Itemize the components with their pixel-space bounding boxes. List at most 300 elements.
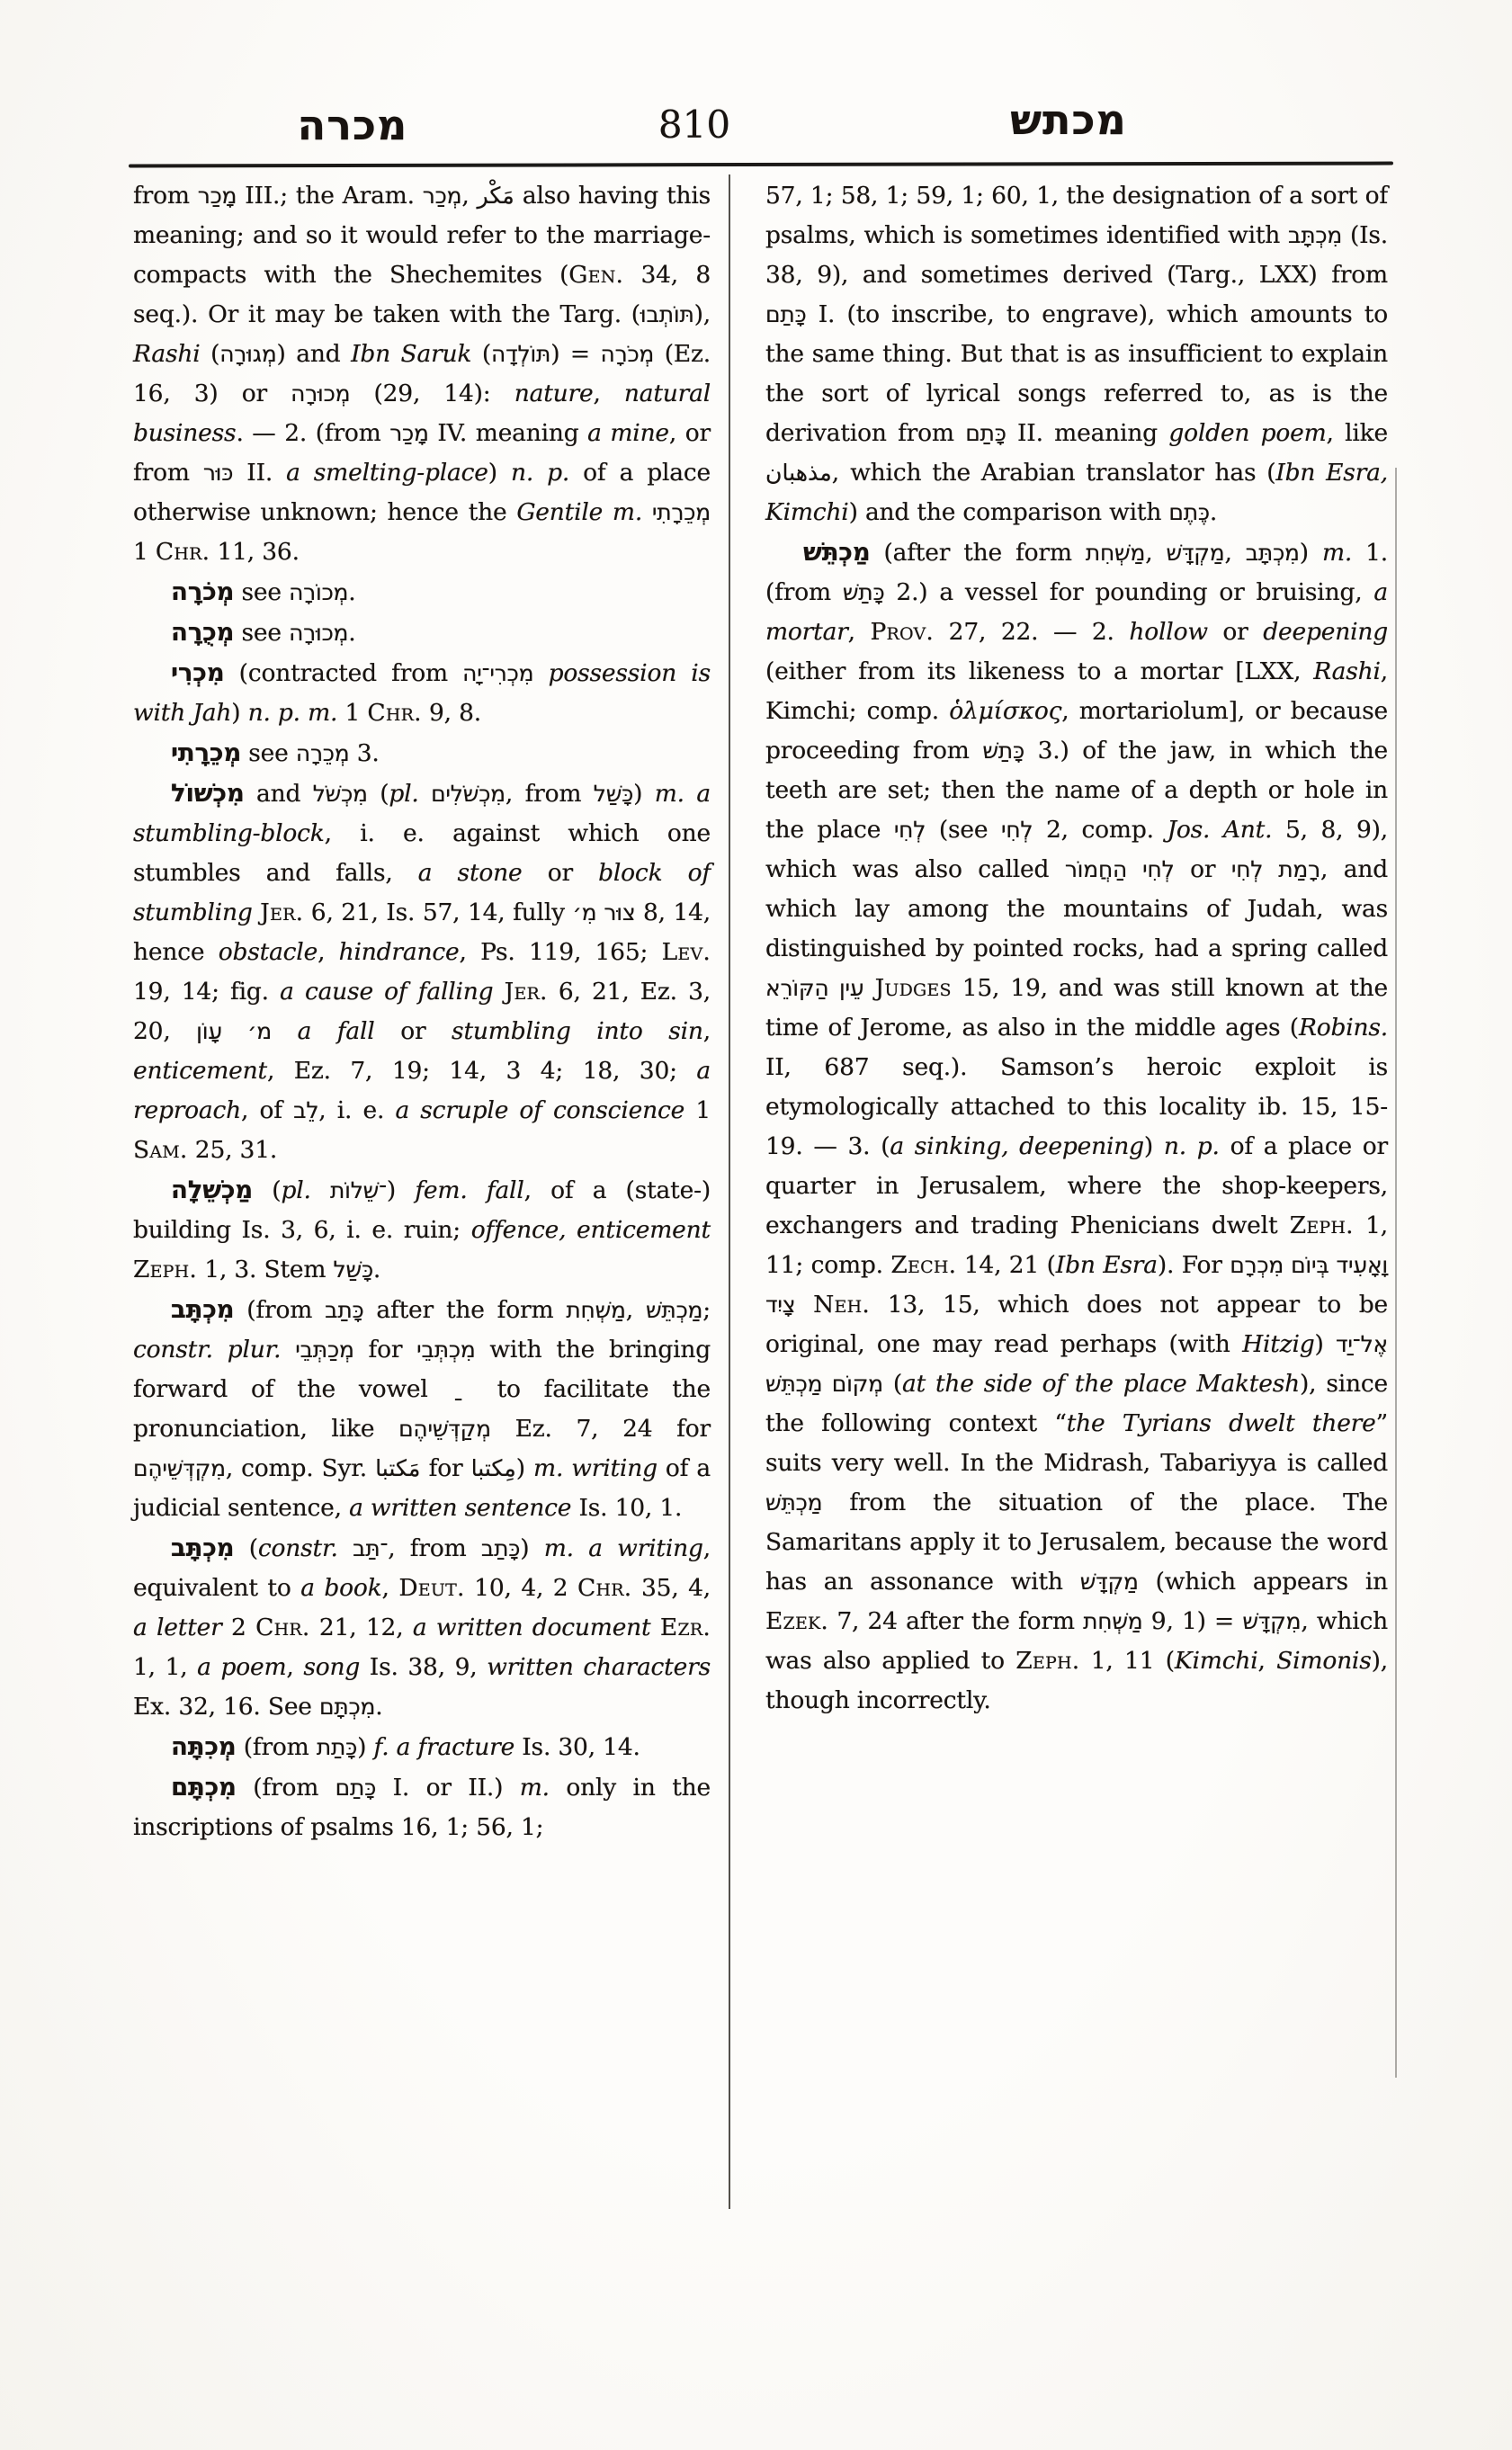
latin-text: IV. meaning — [428, 419, 588, 447]
latin-text: (Ez. 16, 3) or — [133, 340, 711, 407]
latin-text: of a place or quarter in Jerusalem, where the shop-keepers, exchangers and trading Phenicians dwelt — [765, 1132, 1388, 1239]
reference-abbrev: Jer. — [504, 978, 548, 1006]
italic-text: Ibn Saruk — [351, 340, 472, 368]
hebrew-inline: מִכְשֹׁלִים — [431, 781, 505, 807]
italic-text: obstacle — [218, 938, 318, 966]
latin-text: . — 2. (from — [236, 419, 390, 447]
hebrew-inline: עֵין הַקּוֹרֵא — [765, 975, 864, 1001]
latin-text: , — [381, 1574, 399, 1602]
latin-text: , like — [1326, 419, 1388, 447]
italic-text: f. — [373, 1733, 389, 1761]
dictionary-paragraph — [133, 653, 711, 733]
latin-text: for — [420, 1454, 471, 1482]
hebrew-headword: מְכֻרָה — [171, 618, 235, 647]
latin-text: to facilitate the pronunciation, like — [133, 1375, 711, 1443]
reference-abbrev: Lev. — [661, 938, 711, 966]
latin-text: , Ez. 7, 19; 14, 3 4; 18, 30; — [266, 1057, 697, 1085]
latin-text: Is. 30, 14. — [514, 1733, 640, 1761]
reference-abbrev: Gen. — [568, 261, 624, 289]
hebrew-inline: מִכְתָּב — [1288, 222, 1343, 248]
latin-text: 6, 21, Ez. 3, 20, — [133, 978, 711, 1045]
italic-text: a writing — [588, 1534, 703, 1562]
latin-text: see — [234, 578, 290, 606]
latin-text: with the bringing forward of the vowel — [133, 1336, 711, 1403]
left-column — [133, 176, 711, 1847]
italic-text: constr. — [257, 1534, 338, 1562]
italic-text: m. writing — [533, 1454, 658, 1482]
latin-text: (see — [926, 816, 1001, 844]
latin-text: 57, 1; 58, 1; 59, 1; 60, 1, the designation of a sort of psalms, which is sometimes identified with — [765, 182, 1388, 249]
hebrew-inline: כָּתַת — [316, 1734, 358, 1760]
italic-text: Ibn Esra, Kimchi — [765, 459, 1388, 526]
latin-text: , — [1224, 539, 1246, 567]
hebrew-headword: מִכְרִי — [171, 658, 225, 687]
page-edge-scan-artifact — [1395, 468, 1397, 2078]
latin-text: , comp. Syr. — [225, 1454, 376, 1482]
latin-text: 2 — [221, 1614, 256, 1641]
italic-text: pl. — [389, 780, 419, 808]
hebrew-headword: מִכְשׁוֹל — [171, 779, 245, 808]
hebrew-inline: מַשְׁחִת — [1083, 1608, 1143, 1634]
latin-text — [795, 1291, 813, 1319]
latin-text — [419, 780, 431, 808]
latin-text: 10, 4, 2 — [464, 1574, 578, 1602]
latin-text: (which appears in — [1138, 1568, 1388, 1596]
latin-text — [533, 659, 548, 687]
latin-text: , — [1145, 539, 1167, 567]
hebrew-inline: מְכֹרָה — [600, 341, 655, 367]
hebrew-inline: כָּתַב — [480, 1535, 521, 1561]
running-head-right: מכתש — [1010, 95, 1127, 144]
italic-text: nature — [514, 380, 594, 407]
hebrew-inline: כּוּר — [202, 460, 234, 486]
italic-text: hindrance — [338, 938, 460, 966]
italic-text: a written document — [412, 1614, 651, 1641]
latin-text: ) — [386, 1176, 416, 1204]
hebrew-headword: מַכְתֵּשׁ — [803, 538, 871, 567]
arabic-inline: مَكْر — [477, 183, 514, 209]
italic-text: a sinking, deepening — [890, 1132, 1144, 1160]
hebrew-inline: צוּר מִ׳ — [572, 899, 636, 925]
hebrew-inline: כָּתַם — [965, 420, 1007, 446]
hebrew-headword: מְכִתָּה — [171, 1732, 237, 1761]
italic-text: song — [303, 1653, 361, 1681]
arabic-inline: مَكتبا — [375, 1455, 421, 1481]
italic-text: offence, enticement — [470, 1216, 711, 1244]
latin-text: of a place otherwise unknown; hence the — [133, 459, 711, 526]
hebrew-inline: מִכְתָּב — [1245, 540, 1300, 566]
dictionary-paragraph — [133, 1528, 711, 1727]
latin-text: 1, 11; comp. — [765, 1212, 1388, 1279]
hebrew-inline: כָּתַב — [325, 1297, 364, 1323]
latin-text — [272, 1017, 298, 1045]
italic-text: n. p. — [1163, 1132, 1220, 1160]
latin-text: also having this meaning; and so it would refer to the marriage-compacts with the Shechemites ( — [133, 182, 711, 289]
hebrew-headword: מִכְתָּב — [171, 1533, 235, 1562]
latin-text: (from — [236, 1774, 336, 1802]
latin-text — [493, 978, 504, 1006]
italic-text: n. p. m. — [247, 699, 338, 727]
latin-text: , — [318, 938, 339, 966]
hebrew-inline: מְכֵרָתִי — [651, 499, 711, 525]
latin-text — [684, 780, 696, 808]
italic-text: at the side of the place Maktesh — [901, 1370, 1300, 1398]
latin-text: (Is. 38, 9), and sometimes derived (Targ., LXX) from — [765, 221, 1388, 289]
running-head-left: מכרה — [297, 101, 408, 149]
latin-text: only in the inscriptions of psalms 16, 1; 56, 1; — [133, 1774, 711, 1841]
dictionary-paragraph — [133, 612, 711, 653]
italic-text: a reproach — [133, 1057, 711, 1124]
reference-abbrev: Zech. — [890, 1251, 957, 1279]
latin-text: , — [847, 618, 871, 646]
reference-abbrev: Chr. — [255, 1614, 310, 1641]
hebrew-headword: מִכְתָּם — [171, 1773, 237, 1802]
latin-text: 6, 21, Is. 57, 14, fully — [303, 899, 573, 926]
hebrew-inline: מַשְׁחִת — [1085, 540, 1146, 566]
latin-text: 13, 15, which does not appear to be original, one may read perhaps (with — [765, 1291, 1388, 1358]
italic-text: a stone — [417, 859, 523, 887]
latin-text: , — [702, 1017, 711, 1045]
latin-text: , — [625, 1296, 646, 1324]
italic-text: a mortar — [765, 578, 1388, 646]
dictionary-paragraph — [133, 1727, 711, 1767]
latin-text: , i. e. — [318, 1096, 396, 1124]
dictionary-paragraph — [133, 733, 711, 773]
dictionary-paragraph — [133, 1170, 711, 1290]
latin-text: for — [353, 1336, 417, 1364]
latin-text: Ex. 32, 16. See — [133, 1693, 320, 1721]
hebrew-inline: אֶל־יַד מְקוֹם מַכְתֵּשׁ — [765, 1331, 1388, 1397]
reference-abbrev: Zeph. — [1015, 1647, 1080, 1675]
reference-abbrev: Zeph. — [133, 1256, 198, 1283]
latin-text: . — [372, 1256, 381, 1283]
hebrew-inline: לְחִי — [1000, 817, 1033, 843]
hebrew-inline: מְכֵרָה — [295, 740, 350, 766]
dictionary-paragraph — [133, 773, 711, 1170]
latin-text: see — [234, 619, 290, 647]
latin-text: , or from — [133, 419, 711, 487]
latin-text: 2.) a vessel for pounding or bruising, — [884, 578, 1374, 606]
latin-text: from — [133, 182, 198, 210]
header-rule — [129, 162, 1393, 168]
latin-text: 1. (from — [765, 539, 1388, 606]
latin-text: . — [1209, 498, 1218, 526]
latin-text: ) and — [276, 340, 352, 368]
reference-abbrev: Ezek. — [765, 1607, 829, 1635]
column-divider-rule — [729, 174, 730, 2209]
latin-text: ( — [200, 340, 220, 368]
latin-text: 21, 12, — [309, 1614, 413, 1641]
hebrew-headword: מַכְשֵׁלָה — [171, 1176, 254, 1204]
italic-text: a fracture — [396, 1733, 515, 1761]
hebrew-inline: תּוֹתְבוּ — [640, 301, 694, 327]
hebrew-inline: מִכְתְּבֵי — [416, 1337, 476, 1363]
hebrew-inline: מִכְרִי־יָה — [462, 660, 534, 686]
latin-text: II. meaning — [1006, 419, 1169, 447]
dictionary-paragraph — [133, 1767, 711, 1847]
latin-text: 8, 14, hence — [133, 899, 711, 966]
italic-text: Gentile m. — [516, 498, 643, 526]
reference-abbrev: Prov. — [870, 618, 935, 646]
latin-text — [389, 1733, 396, 1761]
latin-text: or — [522, 859, 599, 887]
reference-abbrev: Sam. — [133, 1136, 188, 1164]
latin-text: or — [374, 1017, 452, 1045]
italic-text: hollow — [1129, 618, 1208, 646]
reference-abbrev: Chr. — [155, 538, 210, 566]
italic-text: block of stumbling — [133, 859, 711, 926]
latin-text: 27, 22. — 2. — [934, 618, 1130, 646]
latin-text: (from — [234, 1296, 326, 1324]
latin-text: . — [348, 578, 356, 606]
latin-text: , and which lay among the mountains of Judah, was distinguished by pointed rocks, had a spring called — [765, 855, 1389, 962]
latin-text: ) = — [550, 340, 601, 368]
hebrew-inline: מַקְדָּשׁ — [1166, 540, 1225, 566]
italic-text: Simonis — [1276, 1647, 1372, 1675]
latin-text: II, 687 seq.). Samson’s heroic exploit is etymologically attached to this locality ib. 15, 15-19. — 3. ( — [765, 1053, 1388, 1160]
hebrew-inline: מִקְדְּשֵׁיהֶם — [133, 1455, 226, 1481]
italic-text: m. — [543, 1534, 574, 1562]
latin-text: (from — [236, 1733, 317, 1761]
latin-text — [574, 1534, 588, 1562]
hebrew-inline: תּוֹלְדָה — [491, 341, 551, 367]
latin-text: ( — [234, 1534, 258, 1562]
latin-text: ) — [1299, 539, 1322, 567]
latin-text: 25, 31. — [187, 1136, 278, 1164]
hebrew-inline: מִכְשֹׁל — [312, 781, 368, 807]
latin-text: ; — [702, 1296, 711, 1324]
italic-text: enticement — [133, 1057, 267, 1085]
italic-text: possession is with Jah — [133, 659, 711, 727]
latin-text: , from — [505, 780, 594, 808]
italic-text: written characters — [487, 1653, 711, 1681]
italic-text: m. — [654, 780, 684, 808]
latin-text: after the form — [363, 1296, 567, 1324]
italic-text: a mine — [587, 419, 669, 447]
italic-text: a cause of falling — [280, 978, 494, 1006]
italic-text: a fall — [297, 1017, 375, 1045]
latin-text: 2, comp. — [1033, 816, 1168, 844]
latin-text: , Ps. 119, 165; — [459, 938, 662, 966]
dictionary-paragraph — [133, 572, 711, 612]
latin-text: , i. e. against which one stumbles and falls, — [133, 819, 711, 887]
italic-text: m. — [1321, 539, 1353, 567]
latin-text: ( — [253, 1176, 282, 1204]
reference-abbrev: Judges — [874, 974, 952, 1002]
dictionary-paragraph — [133, 1290, 711, 1528]
latin-text: see — [241, 739, 296, 767]
hebrew-inline: ַ — [451, 1376, 474, 1402]
hebrew-headword: מְכֹרָה — [171, 577, 235, 606]
latin-text: 1 — [684, 1096, 711, 1124]
latin-text: ( — [367, 780, 389, 808]
hebrew-inline: מְכוּרָה — [289, 620, 349, 646]
reference-abbrev: Zeph. — [1289, 1212, 1354, 1239]
latin-text: II. — [233, 459, 287, 487]
hebrew-inline: כָּשַׁל — [333, 1256, 373, 1283]
hebrew-inline: רָמַת לְחִי — [1230, 856, 1321, 882]
latin-text: Ez. 7, 24 for — [490, 1415, 711, 1443]
hebrew-inline: מַכְתֵּשׁ — [765, 1489, 823, 1516]
italic-text: Jos. Ant. — [1167, 816, 1273, 844]
latin-text: ( — [471, 340, 492, 368]
hebrew-inline: ־שֵׁלוֹת — [329, 1177, 387, 1203]
latin-text: 5, 8, 9), which was also called — [765, 816, 1388, 883]
italic-text: a poem — [197, 1653, 287, 1681]
hebrew-headword: מִכְתָּב — [171, 1295, 235, 1324]
latin-text: of a judicial sentence, — [133, 1454, 711, 1522]
italic-text: Rashi — [133, 340, 201, 368]
right-column — [765, 176, 1388, 1721]
italic-text: stumbling into sin — [452, 1017, 703, 1045]
page-number: 810 — [658, 103, 731, 147]
latin-text: ) — [231, 699, 248, 727]
italic-text: a stumbling-block — [133, 780, 711, 847]
latin-text: or — [1174, 855, 1231, 883]
italic-text: a book — [300, 1574, 382, 1602]
latin-text: ) — [633, 780, 655, 808]
latin-text: Is. 38, 9, — [360, 1653, 488, 1681]
latin-text: from the situation of the place. The Samaritans apply it to Jerusalem, because the word has an assonance with — [765, 1489, 1388, 1596]
latin-text — [864, 974, 875, 1002]
italic-text: Hitzig — [1242, 1330, 1315, 1358]
hebrew-inline: מְכוּרָה — [291, 380, 351, 407]
greek-inline: ὁλμίσκος — [949, 697, 1062, 725]
hebrew-inline: כָּתַשׁ — [982, 738, 1024, 764]
hebrew-headword: מְכֵרָתִי — [171, 738, 242, 767]
latin-text: , which the Arabian translator has ( — [831, 459, 1276, 487]
latin-text — [338, 1534, 353, 1562]
arabic-inline: مِكتبا — [470, 1455, 516, 1481]
latin-text: . — [375, 1693, 383, 1721]
latin-text: 1, 11 ( — [1079, 1647, 1175, 1675]
italic-text: Kimchi — [1174, 1647, 1258, 1675]
latin-text: 14, 21 ( — [956, 1251, 1056, 1279]
latin-text: 3. — [349, 739, 380, 767]
latin-text — [311, 1176, 330, 1204]
latin-text: 34, 8 seq.). Or it may be taken with the Targ. ( — [133, 261, 711, 328]
latin-text: 9, 1) = — [1142, 1607, 1243, 1635]
italic-text: deepening — [1263, 618, 1389, 646]
latin-text: , of — [241, 1096, 294, 1124]
latin-text: ) — [520, 1534, 544, 1562]
hebrew-inline: מָכַר — [197, 183, 237, 209]
latin-text: , — [1257, 1647, 1277, 1675]
latin-text: ( — [882, 1370, 902, 1398]
latin-text: 7, 24 after the form — [828, 1607, 1084, 1635]
hebrew-inline: מִקְדָּשׁ — [1242, 1608, 1302, 1634]
latin-text: ) — [488, 459, 511, 487]
italic-text: natural business — [133, 380, 711, 447]
latin-text: 3.) of the jaw, in which the teeth are set; then the name of a depth or hole in the place — [765, 737, 1388, 844]
hebrew-inline: מ׳ עָוֹן — [196, 1018, 272, 1044]
latin-text: ) — [1314, 1330, 1337, 1358]
arabic-inline: مذهبان — [765, 460, 832, 486]
hebrew-inline: כָּשַׁל — [593, 781, 634, 807]
hebrew-inline: כֶּתֶם — [1168, 499, 1210, 525]
italic-text: pl. — [281, 1176, 311, 1204]
latin-text: I. or II.) — [376, 1774, 520, 1802]
latin-text — [651, 1614, 660, 1641]
hebrew-inline: מְקַדְּשֵׁיהֶם — [398, 1416, 491, 1442]
hebrew-inline: מְכַר — [422, 183, 462, 209]
hebrew-inline: מַקְדָּשׁ — [1079, 1569, 1139, 1595]
latin-text: , of a (state-) building Is. 3, 6, i. e. ruin; — [133, 1176, 711, 1244]
hebrew-inline: ־תַּב — [353, 1535, 389, 1561]
latin-text: ), — [693, 300, 711, 328]
hebrew-inline: לְחִי — [893, 817, 926, 843]
hebrew-inline: מַכְתֵּשׁ — [645, 1297, 703, 1323]
italic-text: fem. fall — [415, 1176, 524, 1204]
reference-abbrev: Jer. — [260, 899, 304, 926]
latin-text: , Kimchi; comp. — [765, 657, 1388, 725]
latin-text: . — [348, 619, 356, 647]
latin-text: 1 — [133, 538, 156, 566]
latin-text: 35, 4, — [631, 1574, 711, 1602]
italic-text: a letter — [133, 1614, 222, 1641]
latin-text: ” suits very well. In the Midrash, Tabariyya is called — [765, 1409, 1388, 1477]
latin-text: ), though incorrectly. — [765, 1647, 1388, 1714]
latin-text — [253, 899, 261, 926]
italic-text: a written sentence — [349, 1494, 572, 1522]
latin-text: ) and the comparison with — [848, 498, 1169, 526]
italic-text: Robins. — [1298, 1014, 1388, 1042]
latin-text: , which was also applied to — [765, 1607, 1388, 1675]
latin-text: (29, 14): — [350, 380, 514, 407]
hebrew-inline: מְכוֹרָה — [289, 579, 349, 605]
latin-text: , — [461, 182, 478, 210]
hebrew-inline: כָּתַם — [335, 1775, 377, 1801]
reference-abbrev: Chr. — [367, 699, 422, 727]
hebrew-inline: לְחִי הַחֲמוֹר — [1064, 856, 1175, 882]
reference-abbrev: Deut. — [398, 1574, 465, 1602]
hebrew-inline: וָאָעִיד בְּיוֹם מִכְרָם צָיִד — [765, 1252, 1388, 1318]
italic-text: Rashi — [1313, 657, 1381, 685]
latin-text: 1, 3. Stem — [197, 1256, 334, 1283]
italic-text: the Tyrians dwelt there — [1066, 1409, 1376, 1437]
latin-text: 9, 8. — [421, 699, 481, 727]
hebrew-inline: מְגוּרָה — [219, 341, 277, 367]
latin-text: (after the form — [870, 539, 1086, 567]
italic-text: constr. plur. — [133, 1336, 282, 1364]
latin-text — [281, 1336, 295, 1364]
italic-text: golden poem — [1168, 419, 1327, 447]
hebrew-inline: מְכַתְּבֵי — [295, 1337, 354, 1363]
latin-text: , — [593, 380, 624, 407]
reference-abbrev: Chr. — [577, 1574, 632, 1602]
latin-text: , — [286, 1653, 304, 1681]
latin-text: 19, 14; fig. — [133, 978, 281, 1006]
latin-text: ) — [1143, 1132, 1164, 1160]
hebrew-inline: כָּתַם — [765, 301, 807, 327]
italic-text: a smelting-place — [286, 459, 488, 487]
latin-text: ). For — [1157, 1251, 1230, 1279]
hebrew-inline: לֵב — [293, 1097, 319, 1123]
latin-text: Is. 10, 1. — [571, 1494, 683, 1522]
latin-text: or — [1207, 618, 1264, 646]
latin-text: III.; the Aram. — [237, 182, 423, 210]
latin-text: 15, 19, and was still known at the time of Jerome, as also in the middle ages ( — [765, 974, 1388, 1042]
italic-text: Ibn Esra — [1055, 1251, 1158, 1279]
hebrew-inline: מִכְתָּם — [319, 1694, 376, 1720]
dictionary-paragraph — [133, 176, 711, 572]
reference-abbrev: Neh. — [813, 1291, 870, 1319]
latin-text: , equivalent to — [133, 1534, 711, 1602]
italic-text: n. p. — [510, 459, 570, 487]
latin-text: (either from its likeness to a mortar [LXX, — [765, 657, 1314, 685]
latin-text: I. (to inscribe, to engrave), which amounts to the same thing. But that is as insufficient to explain the sort of lyrical songs referred to, as is the derivation from — [765, 300, 1388, 447]
dictionary-paragraph — [765, 532, 1388, 1721]
